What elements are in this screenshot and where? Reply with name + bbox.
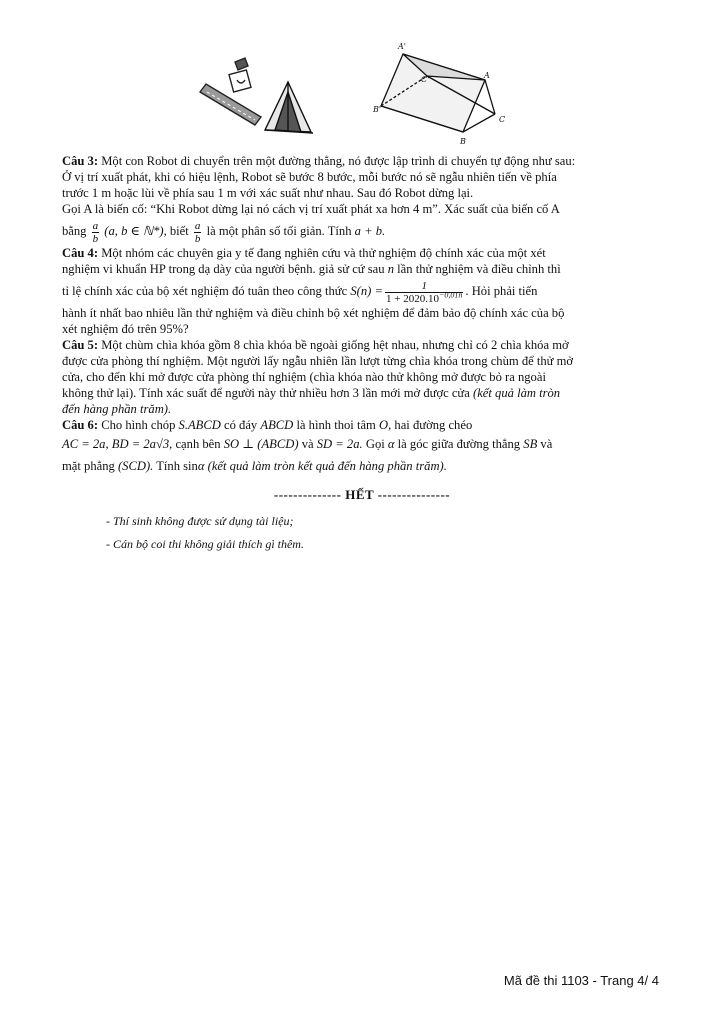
q6-math: SB bbox=[523, 437, 538, 451]
frac-num: a bbox=[194, 219, 201, 232]
label-b-prime: B' bbox=[373, 105, 382, 114]
q6-math: O, bbox=[379, 418, 392, 432]
exam-figures bbox=[195, 40, 525, 152]
question-5 bbox=[62, 337, 662, 417]
end-marker: -------------- HẾT --------------- bbox=[273, 487, 451, 502]
question-4 bbox=[62, 245, 662, 337]
frac-den: b bbox=[194, 232, 201, 245]
q6-text: là góc giữa đường thẳng bbox=[397, 437, 521, 451]
question-3 bbox=[62, 153, 662, 245]
q6-text: và bbox=[540, 437, 553, 451]
q6-math: SO ⊥ (ABCD) bbox=[223, 437, 299, 451]
tent-icon bbox=[265, 82, 313, 133]
q6-math: α bbox=[387, 437, 395, 451]
q5-line-5: đến hàng phần trăm). bbox=[62, 402, 172, 416]
frac-den: b bbox=[92, 232, 99, 245]
frac-num: a bbox=[92, 219, 99, 232]
q6-text: và bbox=[301, 437, 314, 451]
q4-line-5: xét nghiệm đó trên 95%? bbox=[62, 322, 189, 336]
q5-note-1: (kết quả làm tròn bbox=[473, 386, 561, 400]
q3-line-5 bbox=[62, 217, 662, 245]
q5-line-3: cửa, cho đến khi mở được cửa phòng thí nghiệm (chìa khóa nào thử không mở được bỏ ra ngoài bbox=[62, 370, 546, 384]
q3-text-biet: , biết bbox=[163, 224, 189, 238]
q4-line-4: hành ít nhất bao nhiêu lần thử nghiệm và điều chỉnh bộ xét nghiệm để đảm bảo độ chính xác của bộ bbox=[62, 306, 565, 320]
fraction-a-b-2 bbox=[194, 220, 202, 245]
formula-lhs: S(n) = bbox=[350, 284, 384, 298]
q6-text: mặt phẳng bbox=[62, 459, 115, 473]
end-note-1: - Thí sinh không được sử dụng tài liệu; bbox=[106, 514, 294, 528]
q3-text-bang: bằng bbox=[62, 224, 87, 238]
q6-math: SD = 2a. bbox=[316, 437, 363, 451]
q3-text-tail: là một phân số tối giản. Tính bbox=[206, 224, 352, 238]
q6-math: S.ABCD bbox=[178, 418, 221, 432]
q6-line-2 bbox=[62, 433, 662, 455]
label-a-prime: A' bbox=[398, 42, 406, 51]
question-label: Câu 3: bbox=[62, 154, 99, 168]
label-c-prime: C' bbox=[421, 75, 430, 84]
q6-text: có đáy bbox=[224, 418, 258, 432]
q4-text-3b: . Hỏi phải tiến bbox=[465, 284, 538, 298]
q3-condition: (a, b ∈ ℕ*) bbox=[104, 224, 164, 238]
question-label: Câu 6: bbox=[62, 418, 99, 432]
q6-text: là hình thoi tâm bbox=[296, 418, 376, 432]
robot-sketch-icon bbox=[200, 58, 261, 125]
formula-den bbox=[385, 289, 463, 305]
q3-line-1 bbox=[62, 153, 662, 169]
q3-line-3: trước 1 m hoặc lùi về phía sau 1 m với xác suất như nhau. Sau đó Robot dừng lại. bbox=[62, 186, 474, 200]
q6-line-3 bbox=[62, 455, 662, 477]
q6-math: (SCD). bbox=[117, 459, 154, 473]
end-note-2: - Cán bộ coi thi không giải thích gì thêm. bbox=[106, 537, 304, 551]
q4-text-3a: tỉ lệ chính xác của bộ xét nghiệm đó tuân theo công thức bbox=[62, 284, 348, 298]
label-b: B bbox=[460, 137, 466, 146]
formula-den-exp: −0,01n bbox=[438, 289, 463, 299]
q5-text-1: Một chùm chìa khóa gồm 8 chìa khóa bề ngoài giống hệt nhau, nhưng chỉ có 2 chìa khóa mở bbox=[101, 338, 569, 352]
q6-text: Gọi bbox=[365, 437, 385, 451]
q5-line-2: được cửa phòng thí nghiệm. Một người lấy ngẫu nhiên lần lượt từng chìa khóa trong chùm để thử mở bbox=[62, 354, 574, 368]
q3-line-2: Ở vị trí xuất phát, khi có hiệu lệnh, Robot sẽ bước 8 bước, mỗi bước nó sẽ ngẫu nhiên tiến về phía bbox=[62, 170, 557, 184]
q6-text: hai đường chéo bbox=[394, 418, 473, 432]
q5-line-1 bbox=[62, 337, 662, 353]
q6-note: (kết quả làm tròn kết quả đến hàng phần trăm). bbox=[207, 459, 447, 473]
q4-line-2 bbox=[62, 261, 662, 277]
q5-text-4: không thử lại). Tính xác suất để người này thử nhiều hơn 3 lần mới mở được cửa bbox=[62, 386, 470, 400]
q4-line-1 bbox=[62, 245, 662, 261]
q6-math: ABCD bbox=[260, 418, 294, 432]
q3-text-1: Một con Robot di chuyển trên một đường thẳng, nó được lập trình di chuyển tự động như sau: bbox=[101, 154, 576, 168]
q6-text: Tính sin bbox=[156, 459, 198, 473]
formula-fraction bbox=[385, 280, 463, 305]
q6-text: Cho hình chóp bbox=[101, 418, 176, 432]
q6-line-1 bbox=[62, 417, 662, 433]
prism-figure bbox=[381, 54, 495, 132]
page-footer: Mã đề thi 1103 - Trang 4/ 4 bbox=[503, 973, 659, 988]
label-c: C bbox=[499, 115, 506, 124]
q3-line-4: Gọi A là biến cố: “Khi Robot dừng lại nó cách vị trí xuất phát xa hơn 4 m”. Xác suất của biến cố A bbox=[62, 202, 560, 216]
q4-text-2b: lần thử nghiệm và điều chỉnh thì bbox=[397, 262, 561, 276]
formula-den-base: 1 + 2020.10 bbox=[386, 292, 439, 305]
q4-text-2a: nghiệm vi khuẩn HP trong dạ dày của người bệnh. giả sử cứ sau bbox=[62, 262, 385, 276]
exam-content bbox=[62, 153, 662, 559]
q4-line-3 bbox=[62, 277, 662, 305]
q6-math: AC = 2a, BD = 2a√3, bbox=[62, 437, 173, 451]
q6-math: α bbox=[197, 459, 205, 473]
question-label: Câu 4: bbox=[62, 246, 99, 260]
q4-var-n: n bbox=[387, 262, 395, 276]
label-a: A bbox=[484, 71, 490, 80]
fraction-a-b bbox=[92, 220, 100, 245]
formula-num: 1 bbox=[385, 280, 463, 293]
q6-text: cạnh bên bbox=[175, 437, 221, 451]
question-6 bbox=[62, 417, 662, 477]
q4-text-1: Một nhóm các chuyên gia y tế đang nghiên cứu và thử nghiệm độ chính xác của một xét bbox=[101, 246, 546, 260]
q3-answer-expr: a + b. bbox=[354, 224, 386, 238]
question-label: Câu 5: bbox=[62, 338, 99, 352]
figure-illustrations bbox=[195, 40, 525, 152]
q5-line-4 bbox=[62, 385, 662, 401]
